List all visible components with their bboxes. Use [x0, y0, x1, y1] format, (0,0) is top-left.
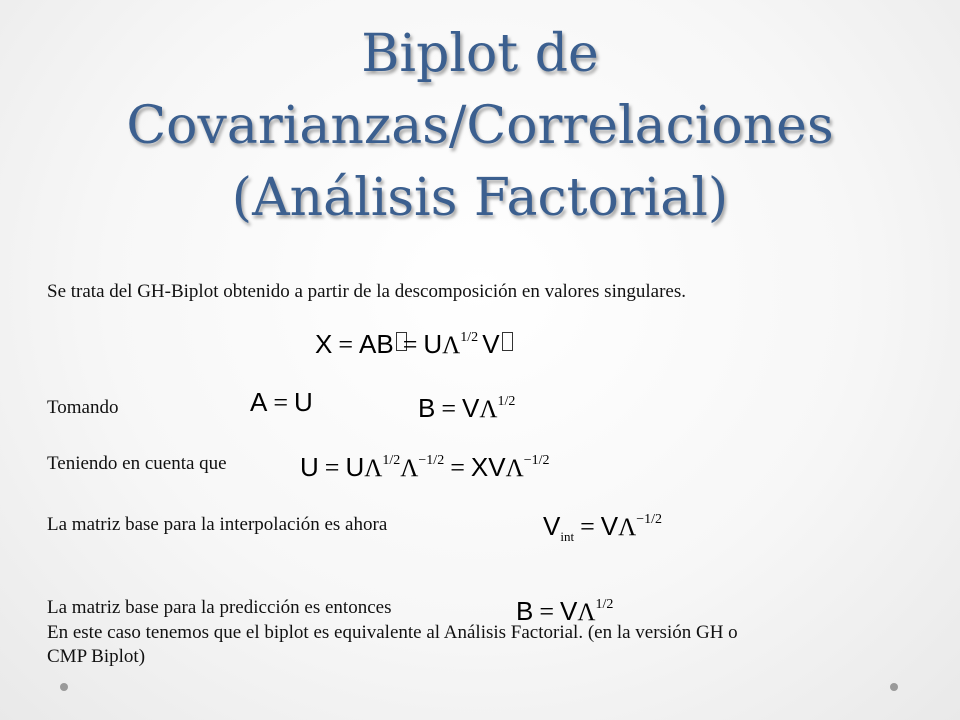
intro-text: Se trata del GH-Biplot obtenido a partir de la descomposición en valores singulares. [47, 281, 686, 302]
math-eq: = [402, 330, 418, 359]
math-lambda: Λ [479, 396, 498, 423]
tomando-label: Tomando [47, 397, 119, 418]
math-exp-half: 1/2 [382, 453, 401, 468]
math-v: V [482, 329, 500, 359]
math-eq: = [580, 512, 595, 541]
math-eq: = [450, 453, 465, 482]
math-exp-half: 1/2 [460, 330, 479, 345]
math-lambda: Λ [364, 455, 383, 482]
math-u: U [300, 452, 319, 482]
math-exp-half: 1/2 [595, 597, 614, 612]
math-eq: = [273, 388, 289, 417]
math-u: U [294, 387, 313, 417]
math-x: X [315, 329, 333, 359]
math-exp-neg-half: −1/2 [523, 453, 550, 468]
math-a: A [359, 329, 377, 359]
math-lambda: Λ [400, 455, 419, 482]
math-v: V [543, 511, 561, 541]
math-exp-half: 1/2 [497, 394, 516, 409]
math-sub-int: int [560, 529, 575, 544]
a-equals-u-equation [250, 387, 313, 418]
slide-dot-left-icon [60, 683, 68, 691]
math-lambda: Λ [505, 455, 524, 482]
teniendo-label: Teniendo en cuenta que [47, 453, 227, 474]
math-b: B [516, 596, 534, 626]
conclusion-text [47, 621, 927, 669]
math-exp-neg-half: −1/2 [418, 453, 445, 468]
math-a: A [250, 387, 268, 417]
math-x: X [470, 452, 489, 482]
math-b: B [418, 393, 436, 423]
math-eq: = [324, 453, 340, 482]
math-u: U [345, 452, 365, 482]
math-u: U [423, 329, 443, 359]
math-eq: = [539, 597, 555, 626]
math-eq: = [338, 330, 354, 359]
title-line-2: Covarianzas/Correlaciones [126, 96, 834, 156]
math-exp-neg-half: −1/2 [636, 512, 663, 527]
math-v: V [488, 452, 506, 482]
slide-title [0, 18, 960, 234]
u-identity-equation [300, 446, 550, 484]
v-int-equation [543, 505, 662, 552]
math-eq: = [441, 394, 457, 423]
math-b: B [376, 329, 394, 359]
transpose-box-icon [502, 332, 513, 351]
math-lambda: Λ [442, 332, 461, 359]
interpolacion-label: La matriz base para la interpolación es ahora [47, 514, 388, 535]
prediccion-label: La matriz base para la predicción es entonces [47, 597, 392, 618]
conclusion-line-2: CMP Biplot) [47, 646, 146, 667]
math-lambda: Λ [618, 514, 637, 541]
conclusion-line-1: En este caso tenemos que el biplot es equivalente al Análisis Factorial. (en la versión GH o [47, 622, 738, 643]
math-v: V [600, 511, 619, 541]
title-line-1: Biplot de [361, 24, 599, 84]
math-lambda: Λ [577, 599, 596, 626]
title-line-3: (Análisis Factorial) [231, 168, 729, 228]
math-v: V [560, 596, 578, 626]
b-equals-v-lambda-equation [418, 387, 515, 425]
slide-dot-right-icon [890, 683, 898, 691]
svd-equation [315, 323, 513, 361]
math-v: V [462, 393, 480, 423]
